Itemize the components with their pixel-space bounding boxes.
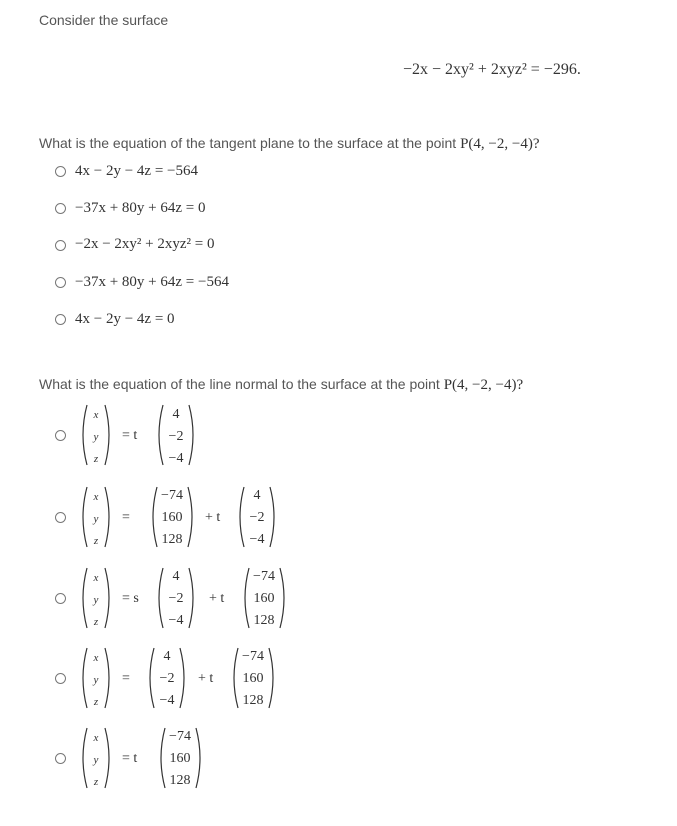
q2-option-5-b1: −74 xyxy=(169,729,191,744)
q2-option-2-operator-plus: + t xyxy=(205,510,221,525)
q2-option-3-x: x xyxy=(93,572,99,584)
q2-question xyxy=(39,376,523,394)
q1-option-3-label: −2x − 2xy² + 2xyz² = 0 xyxy=(75,236,215,252)
q2-option-1-z: z xyxy=(93,453,99,465)
q2-option-2-b1: −74 xyxy=(161,488,183,503)
q2-option-3-a2: −2 xyxy=(168,591,184,606)
q2-option-2-b2: 160 xyxy=(161,510,183,525)
q1-option-4-radio[interactable] xyxy=(55,277,66,288)
q2-option-5-z: z xyxy=(93,776,99,788)
q2-option-2-operator-eq: = xyxy=(122,510,130,525)
q1-option-2-radio[interactable] xyxy=(55,203,66,214)
q2-point: P(4, −2, −4)? xyxy=(443,377,524,393)
q2-option-5-radio[interactable] xyxy=(55,753,66,764)
q2-option-3-b2: 160 xyxy=(253,591,275,606)
q2-option-3-a1: 4 xyxy=(172,569,180,584)
q2-option-2-radio[interactable] xyxy=(55,512,66,523)
q2-option-4-b2: 160 xyxy=(242,671,264,686)
q2-option-4-operator-eq: = xyxy=(122,671,130,686)
q2-option-5-y: y xyxy=(93,754,99,766)
q2-option-2-b3: 128 xyxy=(161,532,183,547)
q2-option-2-x: x xyxy=(93,491,99,503)
q1-option-3-radio[interactable] xyxy=(55,240,66,251)
q2-option-3-operator-eq: = s xyxy=(122,591,139,606)
q1-option-5-label: 4x − 2y − 4z = 0 xyxy=(75,311,175,327)
q2-option-2-a1: 4 xyxy=(253,488,261,503)
surface-equation: −2x − 2xy² + 2xyz² = −296. xyxy=(403,61,581,78)
q2-option-4-x: x xyxy=(93,652,99,664)
q2-option-3-radio[interactable] xyxy=(55,593,66,604)
q2-option-2-a2: −2 xyxy=(249,510,265,525)
q2-option-3-y: y xyxy=(93,594,99,606)
q2-option-4-a3: −4 xyxy=(159,693,175,708)
q1-question xyxy=(39,135,540,153)
q2-option-1-x: x xyxy=(93,409,99,421)
q2-option-5-b2: 160 xyxy=(169,751,191,766)
q2-option-5-operator: = t xyxy=(122,751,138,766)
q2-option-1-a3: −4 xyxy=(168,451,184,466)
q1-point: P(4, −2, −4)? xyxy=(460,136,540,152)
q2-option-4-b1: −74 xyxy=(242,649,264,664)
q2-option-3-b1: −74 xyxy=(253,569,275,584)
q2-option-4-radio[interactable] xyxy=(55,673,66,684)
q1-option-4-label: −37x + 80y + 64z = −564 xyxy=(75,274,229,290)
q2-option-4-b3: 128 xyxy=(242,693,264,708)
q2-question-text: What is the equation of the line normal to the surface at the point xyxy=(39,376,440,392)
q2-option-1-operator: = t xyxy=(122,428,138,443)
q2-option-1-a1: 4 xyxy=(172,407,180,422)
q1-option-1-radio[interactable] xyxy=(55,166,66,177)
q2-option-4-z: z xyxy=(93,696,99,708)
q2-option-2-z: z xyxy=(93,535,99,547)
q2-option-3-operator-plus: + t xyxy=(209,591,225,606)
q1-option-5-radio[interactable] xyxy=(55,314,66,325)
q1-option-1-label: 4x − 2y − 4z = −564 xyxy=(75,163,198,179)
q2-option-2-y: y xyxy=(93,513,99,525)
q1-question-text: What is the equation of the tangent plane to the surface at the point xyxy=(39,135,457,151)
q2-option-4-y: y xyxy=(93,674,99,686)
q2-option-1-radio[interactable] xyxy=(55,430,66,441)
intro-text: Consider the surface xyxy=(39,12,169,28)
q2-option-3-a3: −4 xyxy=(168,613,184,628)
q2-option-5-b3: 128 xyxy=(169,773,191,788)
q2-option-5-x: x xyxy=(93,732,99,744)
q1-option-2-label: −37x + 80y + 64z = 0 xyxy=(75,200,206,216)
q2-option-1-y: y xyxy=(93,431,99,443)
q2-option-4-operator-plus: + t xyxy=(198,671,214,686)
q2-option-3-b3: 128 xyxy=(253,613,275,628)
q2-option-4-a2: −2 xyxy=(159,671,175,686)
q2-option-1-a2: −2 xyxy=(168,429,184,444)
q2-option-3-z: z xyxy=(93,616,99,628)
q2-option-2-a3: −4 xyxy=(249,532,265,547)
q2-option-4-a1: 4 xyxy=(163,649,171,664)
